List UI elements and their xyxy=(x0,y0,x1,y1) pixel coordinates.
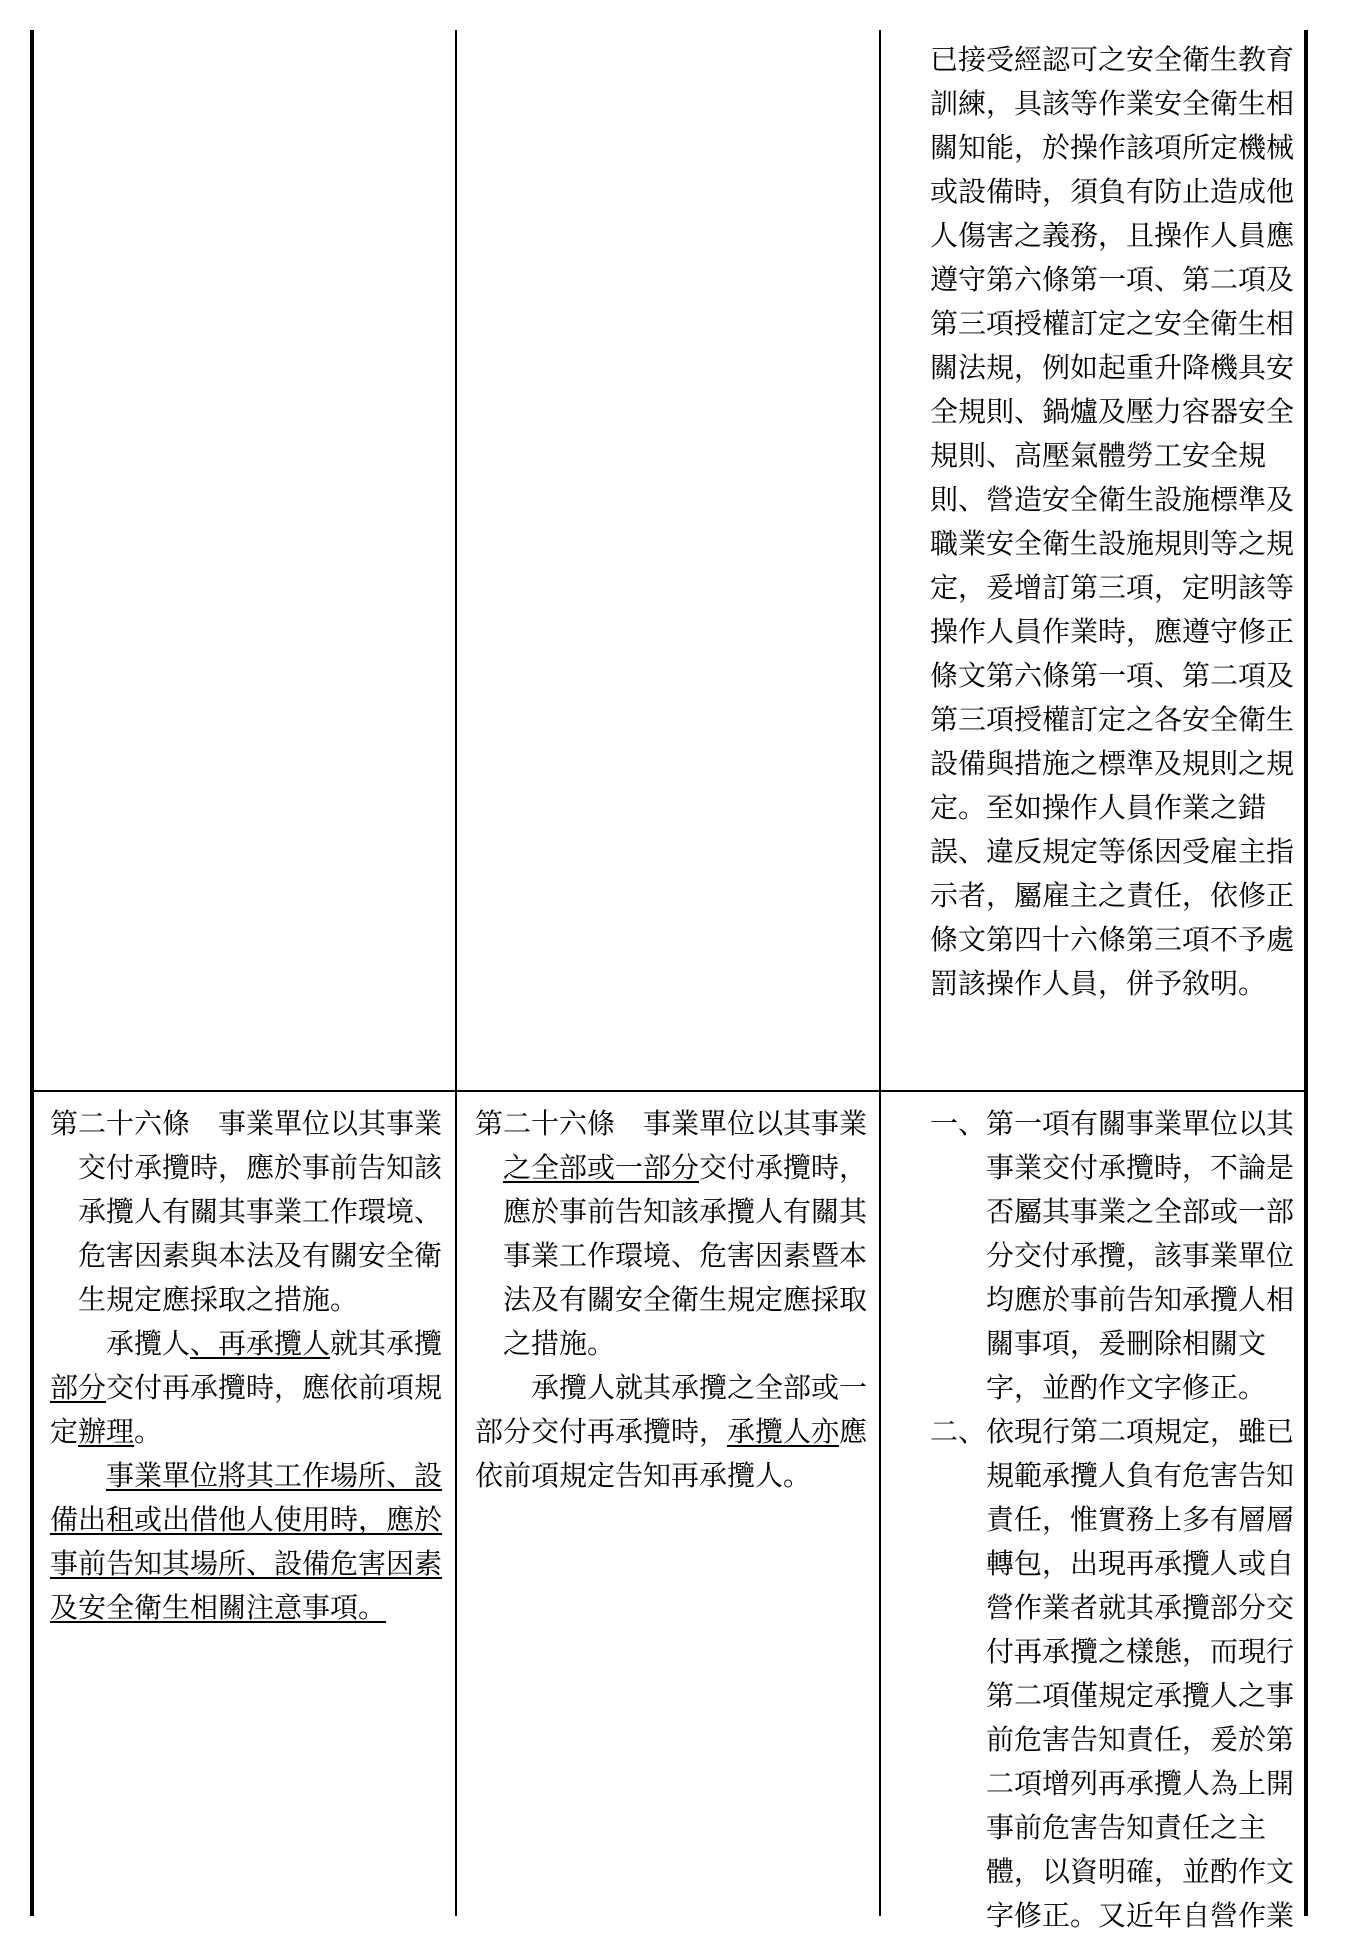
row1-amended-cell xyxy=(38,38,450,1078)
current-article-cell xyxy=(475,1102,871,1498)
amended-article-cell xyxy=(50,1102,446,1630)
column-divider-2 xyxy=(879,30,881,1916)
table-left-border xyxy=(30,30,34,1916)
amended-paragraph-1: 第二十六條 事業單位以其事業交付承攬時，應於事前告知該承攬人有關其事業工作環境、危害因素與本法及有關安全衛生規定應採取之措施。 xyxy=(50,1107,443,1316)
comparison-table xyxy=(30,30,1308,1932)
row1-current-cell xyxy=(463,38,875,1078)
current-paragraph-1: 第二十六條 事業單位以其事業之全部或一部分交付承攬時，應於事前告知該承攬人有關其事業工作環境、危害因素暨本法及有關安全衛生規定應採取之措施。 xyxy=(475,1107,868,1360)
explanation-item-2: 二、依現行第二項規定，雖已規範承攬人負有危害告知責任，惟實務上多有層層轉包，出現再承攬人或自營作業者就其承攬部分交付再承攬之樣態，而現行第二項僅規定承攬人之事前危害告知責任，爰於第二項增列再承攬人為上開事前危害告知責任之主體，以資明確，並酌作文字修正。又近年自營作業 xyxy=(930,1415,1295,1932)
explanation-text: 已接受經認可之安全衛生教育訓練，具該等作業安全衛生相關知能，於操作該項所定機械或設備時，須負有防止造成他人傷害之義務，且操作人員應遵守第六條第一項、第二項及第三項授權訂定之安全衛生相關法規，例如起重升降機具安全規則、鍋爐及壓力容器安全規則、高壓氣體勞工安全規則、營造安全衛生設施標準及職業安全衛生設施規則等之規定，爰增訂第三項，定明該等操作人員作業時，應遵守修正條文第六條第一項、第二項及第三項授權訂定之各安全衛生設備與措施之標準及規則之規定。至如操作人員作業之錯誤、違反規定等係因受雇主指示者，屬雇主之責任，依修正條文第四十六條第三項不予處罰該操作人員，併予敘明。 xyxy=(930,43,1295,1000)
explanation-item-1: 一、第一項有關事業單位以其事業交付承攬時，不論是否屬其事業之全部或一部分交付承攬，該事業單位均應於事前告知承攬人相關事項，爰刪除相關文字，並酌作文字修正。 xyxy=(930,1107,1295,1404)
table-right-border xyxy=(1304,30,1308,1916)
row1-explanation-cell xyxy=(930,38,1294,1006)
column-divider-1 xyxy=(455,30,457,1916)
explanation-cell xyxy=(930,1102,1294,1938)
row-divider xyxy=(30,1090,1308,1092)
amended-paragraph-3: 事業單位將其工作場所、設備出租或出借他人使用時，應於事前告知其場所、設備危害因素及安全衛生相關注意事項。 xyxy=(50,1459,443,1624)
current-paragraph-2: 承攬人就其承攬之全部或一部分交付再承攬時，承攬人亦應依前項規定告知再承攬人。 xyxy=(475,1371,868,1492)
amended-paragraph-2: 承攬人、再承攬人就其承攬部分交付再承攬時，應依前項規定辦理。 xyxy=(50,1327,443,1448)
